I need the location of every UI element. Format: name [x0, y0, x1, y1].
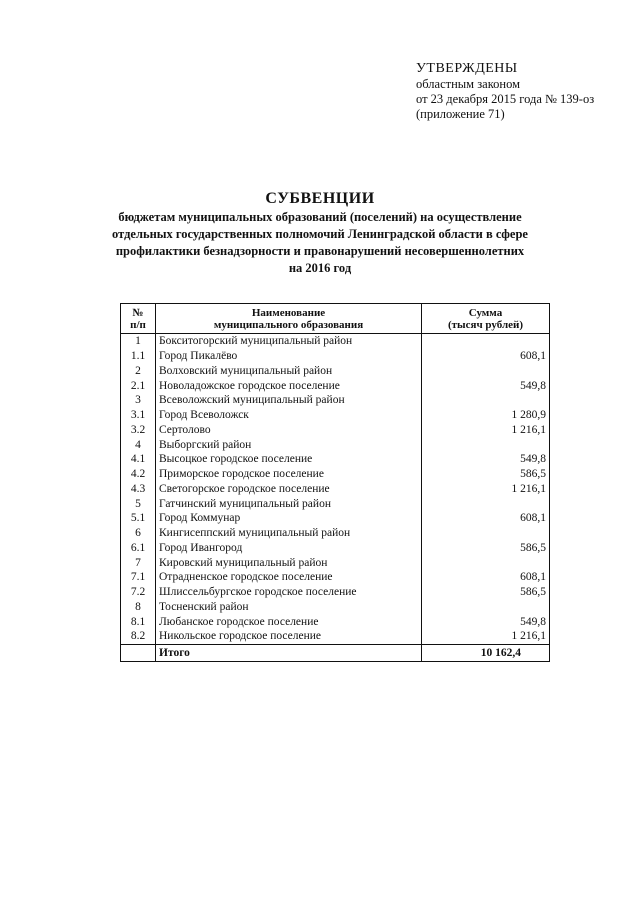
- row-name: Светогорское городское поселение: [156, 482, 422, 497]
- title-line-1: бюджетам муниципальных образований (поселений) на осуществление: [118, 210, 522, 224]
- row-number: 5: [121, 496, 156, 511]
- row-name: Город Коммунар: [156, 511, 422, 526]
- row-name: Новоладожское городское поселение: [156, 378, 422, 393]
- table-row: [121, 467, 550, 482]
- row-amount: [422, 600, 550, 615]
- row-name: Бокситогорский муниципальный район: [156, 334, 422, 349]
- title-line-4: на 2016 год: [288, 261, 352, 275]
- table-row: [121, 408, 550, 423]
- row-name: Выборгский район: [156, 437, 422, 452]
- row-number: 2: [121, 364, 156, 379]
- row-number: 7.2: [121, 585, 156, 600]
- row-number: 3.1: [121, 408, 156, 423]
- row-number: 8.1: [121, 614, 156, 629]
- row-name: Отрадненское городское поселение: [156, 570, 422, 585]
- row-name: Город Всеволожск: [156, 408, 422, 423]
- row-name: Приморское городское поселение: [156, 467, 422, 482]
- row-amount: [422, 555, 550, 570]
- row-number: 4.2: [121, 467, 156, 482]
- row-name: Волховский муниципальный район: [156, 364, 422, 379]
- row-number: 5.1: [121, 511, 156, 526]
- approval-law: областным законом: [416, 77, 521, 91]
- header-amount: Сумма (тысяч рублей): [422, 304, 550, 334]
- row-number: 3.2: [121, 423, 156, 438]
- row-name: Гатчинский муниципальный район: [156, 496, 422, 511]
- row-number: 4.3: [121, 482, 156, 497]
- row-amount: 549,8: [422, 452, 550, 467]
- row-name: Город Ивангород: [156, 541, 422, 556]
- table-row: [121, 378, 550, 393]
- row-amount: 608,1: [422, 570, 550, 585]
- row-number: 3: [121, 393, 156, 408]
- row-amount: [422, 364, 550, 379]
- row-amount: 586,5: [422, 467, 550, 482]
- row-number: 4: [121, 437, 156, 452]
- row-name: Сертолово: [156, 423, 422, 438]
- title-line-3: профилактики безнадзорности и правонарушений несовершеннолетних: [115, 244, 525, 258]
- row-name: Шлиссельбургское городское поселение: [156, 585, 422, 600]
- row-number: 8: [121, 600, 156, 615]
- approval-appendix: (приложение 71): [416, 107, 505, 121]
- row-amount: 1 280,9: [422, 408, 550, 423]
- approval-stamp: [416, 60, 594, 122]
- table-row: [121, 541, 550, 556]
- row-amount: 586,5: [422, 585, 550, 600]
- table-row: [121, 511, 550, 526]
- row-amount: 1 216,1: [422, 423, 550, 438]
- row-amount: 608,1: [422, 349, 550, 364]
- row-amount: 1 216,1: [422, 629, 550, 644]
- subsidy-table: [120, 303, 550, 662]
- document-title: [100, 190, 540, 276]
- table-body: [121, 334, 550, 645]
- table-row: [121, 570, 550, 585]
- row-number: 4.1: [121, 452, 156, 467]
- row-name: Кингисеппский муниципальный район: [156, 526, 422, 541]
- row-amount: [422, 526, 550, 541]
- title-main: СУБВЕНЦИИ: [265, 190, 375, 207]
- row-number: 1: [121, 334, 156, 349]
- table-row: [121, 629, 550, 644]
- row-number: 8.2: [121, 629, 156, 644]
- row-number: 2.1: [121, 378, 156, 393]
- row-number: 7: [121, 555, 156, 570]
- table-row: [121, 585, 550, 600]
- row-name: Кировский муниципальный район: [156, 555, 422, 570]
- row-amount: [422, 496, 550, 511]
- table-row: [121, 364, 550, 379]
- row-number: 7.1: [121, 570, 156, 585]
- table-row: [121, 393, 550, 408]
- row-number: 6.1: [121, 541, 156, 556]
- table-row: [121, 555, 550, 570]
- header-name: Наименование муниципального образования: [156, 304, 422, 334]
- table-row: [121, 496, 550, 511]
- row-number: 6: [121, 526, 156, 541]
- table-row: [121, 600, 550, 615]
- table-row: [121, 482, 550, 497]
- total-amount: 10 162,4: [422, 644, 550, 661]
- row-amount: [422, 334, 550, 349]
- table-row: [121, 614, 550, 629]
- row-amount: [422, 393, 550, 408]
- total-row: [121, 644, 550, 661]
- row-amount: 1 216,1: [422, 482, 550, 497]
- table-row: [121, 437, 550, 452]
- row-amount: [422, 437, 550, 452]
- row-amount: 549,8: [422, 378, 550, 393]
- approval-title: УТВЕРЖДЕНЫ: [416, 61, 518, 76]
- row-number: 1.1: [121, 349, 156, 364]
- title-line-2: отдельных государственных полномочий Ленинградской области в сфере: [112, 227, 528, 241]
- total-label: Итого: [156, 644, 422, 661]
- table-row: [121, 334, 550, 349]
- row-amount: 549,8: [422, 614, 550, 629]
- table-row: [121, 452, 550, 467]
- total-number: [121, 644, 156, 661]
- row-amount: 586,5: [422, 541, 550, 556]
- table-row: [121, 423, 550, 438]
- row-amount: 608,1: [422, 511, 550, 526]
- table-row: [121, 526, 550, 541]
- table-row: [121, 349, 550, 364]
- approval-date: от 23 декабря 2015 года № 139-оз: [416, 92, 595, 106]
- row-name: Высоцкое городское поселение: [156, 452, 422, 467]
- row-name: Никольское городское поселение: [156, 629, 422, 644]
- row-name: Любанское городское поселение: [156, 614, 422, 629]
- table-header-row: [121, 304, 550, 334]
- row-name: Город Пикалёво: [156, 349, 422, 364]
- row-name: Всеволожский муниципальный район: [156, 393, 422, 408]
- row-name: Тосненский район: [156, 600, 422, 615]
- header-number: № п/п: [121, 304, 156, 334]
